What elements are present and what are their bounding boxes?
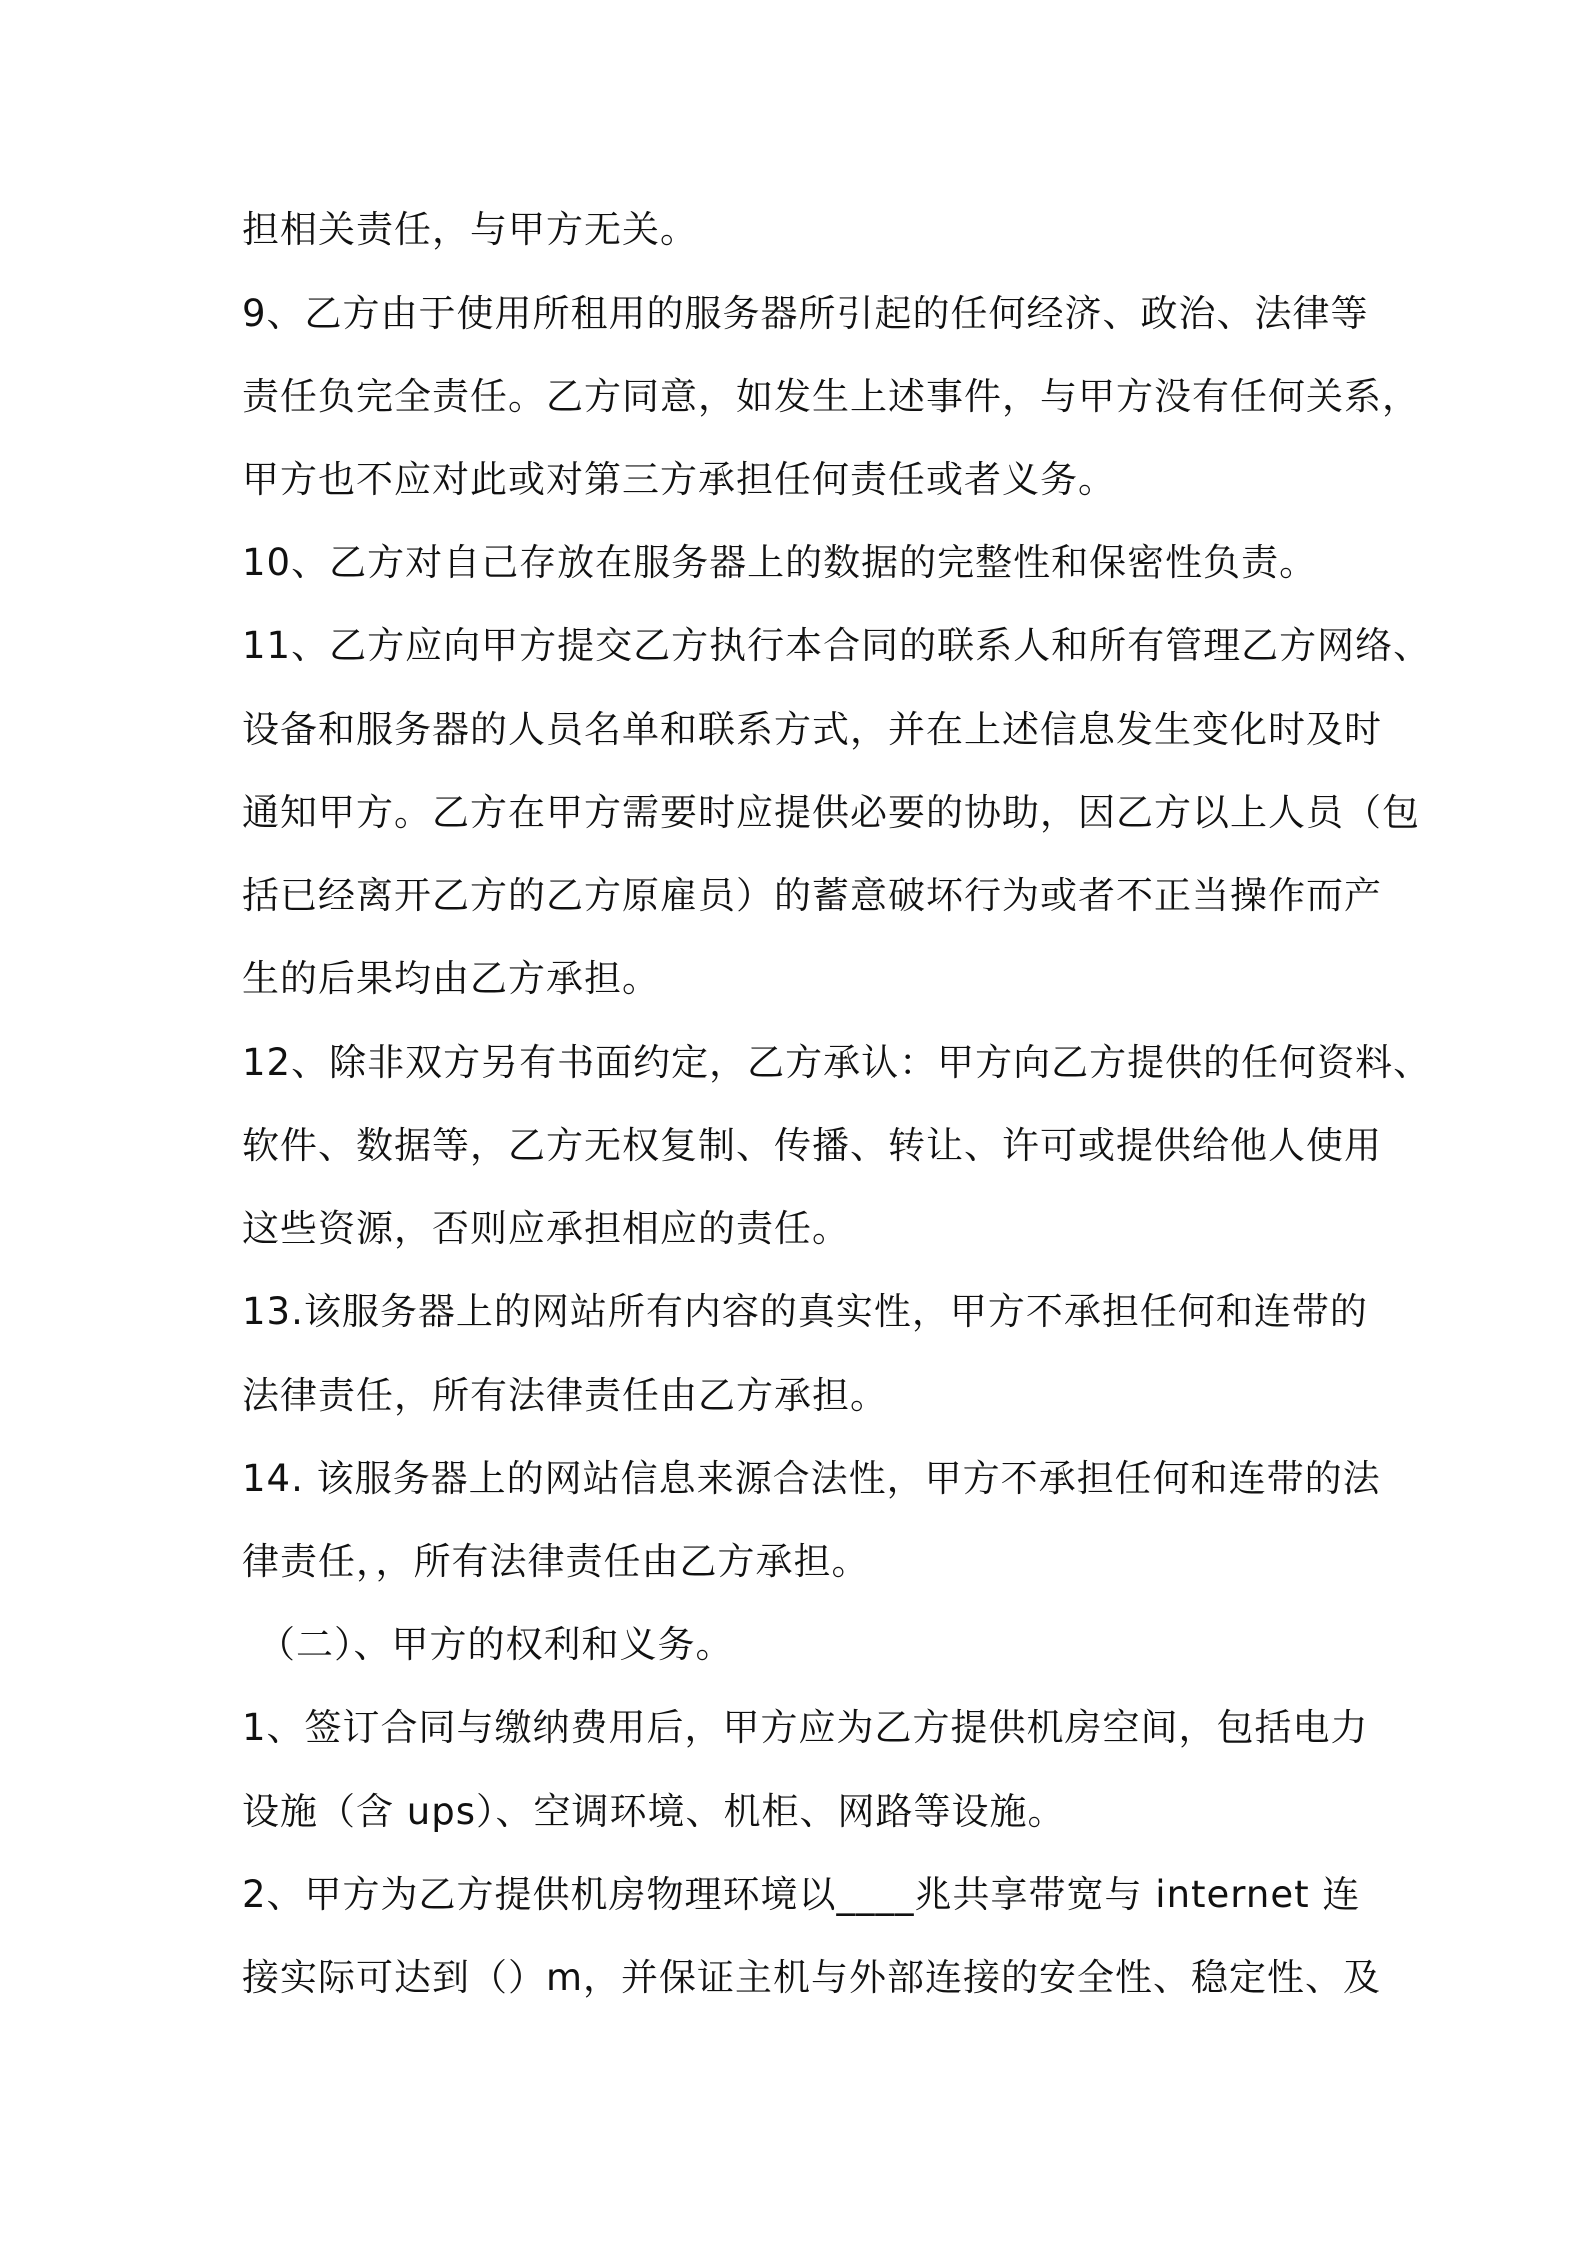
text-line: 生的后果均由乙方承担。 bbox=[242, 957, 660, 1000]
text-line: 设施（含 ups）、空调环境、机柜、网路等设施。 bbox=[242, 1790, 1066, 1833]
text-line: 13.该服务器上的网站所有内容的真实性，甲方不承担任何和连带的 bbox=[242, 1290, 1368, 1333]
text-line: 11、乙方应向甲方提交乙方执行本合同的联系人和所有管理乙方网络、 bbox=[242, 624, 1432, 667]
text-line: 这些资源，否则应承担相应的责任。 bbox=[242, 1207, 850, 1250]
text-line: 通知甲方。乙方在甲方需要时应提供必要的协助，因乙方以上人员（包 bbox=[242, 791, 1420, 834]
text-line: 律责任，，所有法律责任由乙方承担。 bbox=[242, 1540, 870, 1583]
text-line: 设备和服务器的人员名单和联系方式，并在上述信息发生变化时及时 bbox=[242, 708, 1382, 751]
text-line: 1、签订合同与缴纳费用后，甲方应为乙方提供机房空间，包括电力 bbox=[242, 1706, 1369, 1749]
text-line: 责任负完全责任。乙方同意，如发生上述事件，与甲方没有任何关系， bbox=[242, 375, 1420, 418]
text-line: 接实际可达到（）m，并保证主机与外部连接的安全性、稳定性、及 bbox=[242, 1956, 1382, 1999]
text-line: 括已经离开乙方的乙方原雇员）的蓄意破坏行为或者不正当操作而产 bbox=[242, 874, 1382, 917]
text-line: 12、除非双方另有书面约定，乙方承认：甲方向乙方提供的任何资料、 bbox=[242, 1041, 1432, 1084]
text-line: 14. 该服务器上的网站信息来源合法性，甲方不承担任何和连带的法 bbox=[242, 1457, 1381, 1500]
text-line: 2、甲方为乙方提供机房物理环境以____兆共享带宽与 internet 连 bbox=[242, 1873, 1361, 1916]
text-line: 10、乙方对自己存放在服务器上的数据的完整性和保密性负责。 bbox=[242, 541, 1318, 584]
text-line: 法律责任，所有法律责任由乙方承担。 bbox=[242, 1374, 888, 1417]
section-heading: （二）、甲方的权利和义务。 bbox=[258, 1623, 734, 1666]
text-line: 甲方也不应对此或对第三方承担任何责任或者义务。 bbox=[242, 458, 1116, 501]
text-line: 软件、数据等，乙方无权复制、传播、转让、许可或提供给他人使用 bbox=[242, 1124, 1382, 1167]
text-line: 9、乙方由于使用所租用的服务器所引起的任何经济、政治、法律等 bbox=[242, 292, 1369, 335]
text-line: 担相关责任，与甲方无关。 bbox=[242, 208, 698, 251]
